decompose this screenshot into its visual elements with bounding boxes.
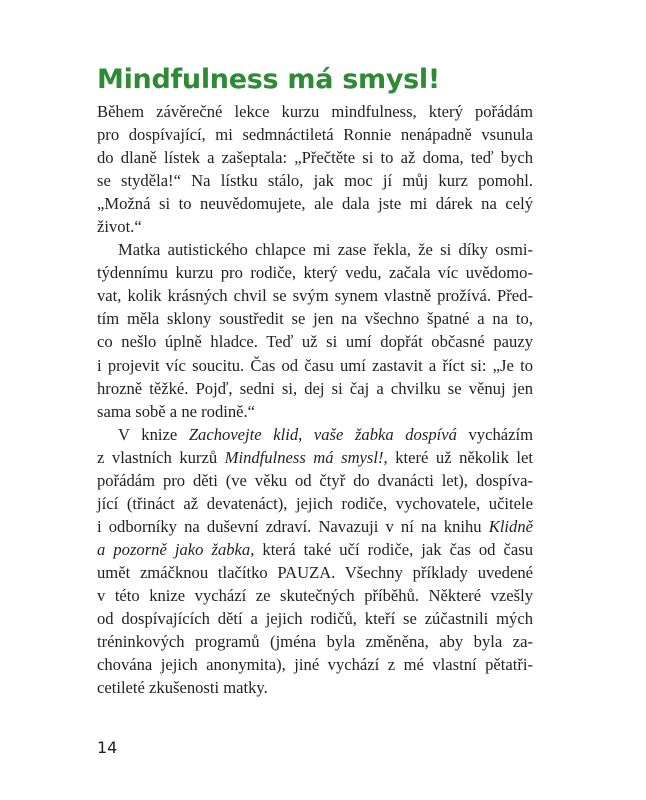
text-line: pro dospívající, mi sedmnáctiletá Ronnie nenápadně vsunula	[97, 125, 533, 145]
text-line: tréninkových programů (jména byla změněna, aby byla za-	[97, 632, 533, 652]
text-line: jící (třináct až devatenáct), jejich rodiče, vychovatele, učitele	[97, 493, 533, 513]
text-line: chována jejich anonymita), jiné vychází z mé vlastní pětatři-	[97, 655, 533, 675]
text-line: i odborníky na duševní zdraví. Navazuji v ní na knihu Klidně	[97, 516, 533, 536]
text-line: vat, kolik krásných chvil se svým synem vlastně prožívá. Před-	[97, 286, 533, 306]
page-number: 14	[97, 738, 118, 757]
text-line: a pozorně jako žabka, která také učí rodiče, jak čas od času	[97, 539, 533, 559]
text-line: umět zmáčknou tlačítko PAUZA. Všechny příklady uvedené	[97, 562, 533, 582]
text-line: do dlaně lístek a zašeptala: „Přečtěte si to až doma, teď bych	[97, 148, 533, 168]
text-line: z vlastních kurzů Mindfulness má smysl!, které už několik let	[97, 447, 533, 467]
text-line: od dospívajících dětí a jejich rodičů, kteří se zúčastnili mých	[97, 609, 533, 629]
text-line: se styděla!“ Na lístku stálo, jak moc jí můj kurz pomohl.	[97, 171, 533, 191]
body-text	[97, 100, 533, 699]
text-line: „Možná si to neuvědomujete, ale dala jste mi dárek na celý	[97, 194, 533, 214]
text-line: co nešlo úplně hladce. Teď už si umí dopřát občasné pauzy	[97, 332, 533, 352]
text-line: týdennímu kurzu pro rodiče, který vedu, začala víc uvědomo-	[97, 263, 533, 283]
text-line: pořádám pro děti (ve věku od čtyř do dvanácti let), dospíva-	[97, 470, 533, 490]
text-line: Během závěrečné lekce kurzu mindfulness, který pořádám	[97, 102, 533, 121]
text-line: tím měla sklony soustředit se jen na všechno špatné a na to,	[97, 309, 533, 329]
text-line: sama sobě a ne rodině.“	[97, 401, 256, 421]
chapter-title: Mindfulness má smysl!	[97, 64, 440, 95]
text-line: Matka autistického chlapce mi zase řekla, že si díky osmi-	[118, 240, 533, 260]
text-line: hrozně těžké. Pojď, sedni si, dej si čaj a chvilku se věnuj jen	[97, 378, 533, 398]
text-line: i projevit víc soucitu. Čas od času umí zastavit a říct si: „Je to	[97, 355, 533, 375]
text-line: život.“	[97, 217, 142, 237]
text-line: V knize Zachovejte klid, vaše žabka dospívá vycházím	[118, 424, 533, 444]
text-line: v této knize vychází ze skutečných příběhů. Některé vzešly	[97, 585, 533, 605]
text-line: cetileté zkušenosti matky.	[97, 678, 268, 698]
